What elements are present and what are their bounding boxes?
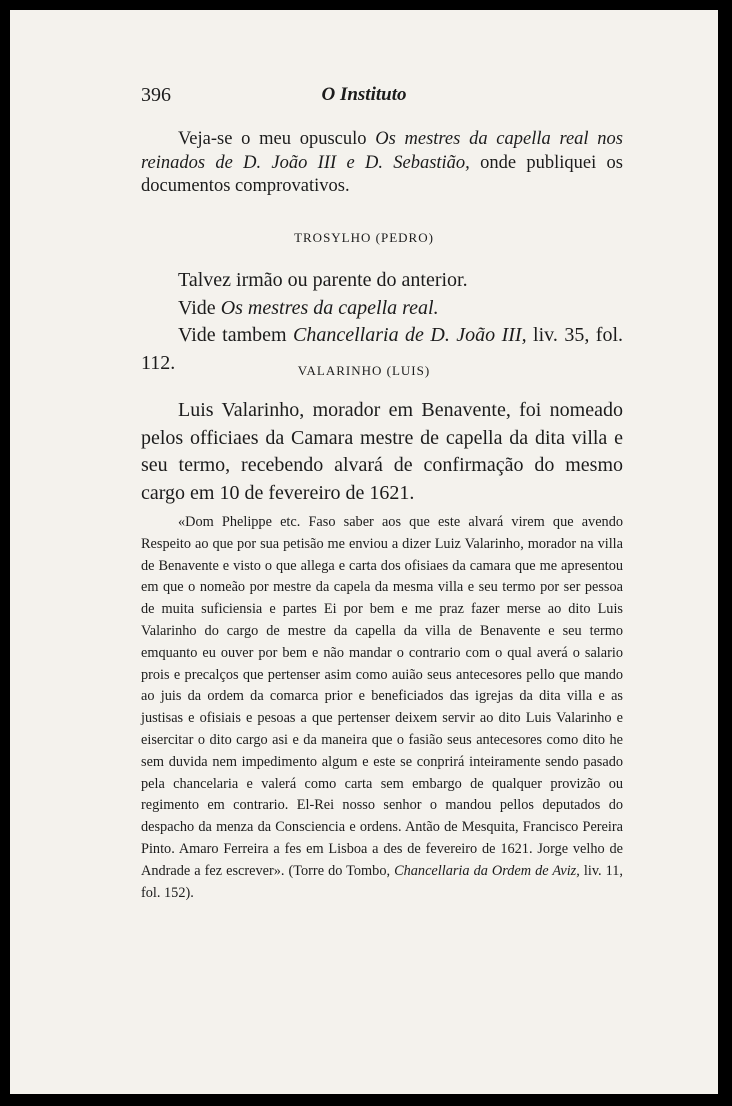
section1-body — [141, 267, 623, 377]
intro-text-end: onde publiquei os documentos comprovativos. — [141, 152, 623, 196]
section-heading-valarinho: VALARINHO (LUIS) — [297, 363, 431, 378]
intro-title: Os mestres da capella real nos reinados de D. João III e D. Sebastião, — [141, 129, 623, 173]
section-heading-trosylho: TROSYLHO (PEDRO) — [294, 230, 434, 245]
page — [10, 10, 718, 1094]
page-header — [10, 84, 718, 114]
section1-line1: Talvez irmão ou parente do anterior. — [178, 269, 468, 291]
intro-text: Veja-se o meu opusculo — [178, 129, 376, 149]
intro-paragraph — [141, 128, 623, 199]
quote-citation-title: Chancellaria da Ordem de Aviz, — [394, 862, 580, 879]
quote-text: «Dom Phelippe etc. Faso saber aos que este alvará virem que avendo Respeito ao que por sua petisão me enviou a dizer Luiz Valarinho, morador na villa de Benavente e visto o que allega e carta dos ofisiaes da camara que me apresentou em que o nomeão por mestre da capela da mesma villa e seu termo por ser pessoa de muita suficiensia e partes Ei por bem e me praz fazer merse ao dito Luis Valarinho do cargo de mestre da capella da villa de Benavente e seu termo emquanto eu ouver por bem e não mandar o contrario com o qual averá o salario prois e precalços que pertenser asim como auião seus antecesores pello que mando ao juis da ordem da comarca prior e beneficiados das igrejas da dita villa e as justisas e ofisiais e pesoas a que pertenser deixem servir ao dito Luis Valarinho e eisercitar o dito cargo asi e da maneira que o fasião seus antecesores como dito he sem duvida nem impedimento algum e este se conprirá inteiramente sendo pasado pela chancelaria e valerá como carta sem embargo de qualquer provizão ou regimento em contrario. El-Rei nosso senhor o mandou pellos deputados do despacho da menza da Consciencia e ordens. Antão de Mesquita, Francisco Pereira Pinto. Amaro Ferreira a fes em Lisboa a des de fevereiro de 1621. Jorge velho de Andrade a fez escrever». (Torre do Tombo, Chancellaria da Ordem de Aviz, liv. 11, fol. 152). — [141, 514, 623, 901]
page-number: 396 — [141, 84, 171, 106]
section1-line3: Vide tambem Chancellaria de D. João III, liv. 35, fol. 112. — [141, 324, 624, 374]
running-title: O Instituto — [321, 84, 407, 105]
section1-line2: Vide Os mestres da capella real. — [178, 296, 439, 319]
section2-paragraph: Luis Valarinho, morador em Benavente, foi nomeado pelos officiaes da Camara mestre de capella da dita villa e seu termo, recebendo alvará de confirmação do mesmo cargo em 10 de fevereiro de 1621. — [141, 399, 623, 504]
document-quote — [141, 512, 623, 904]
